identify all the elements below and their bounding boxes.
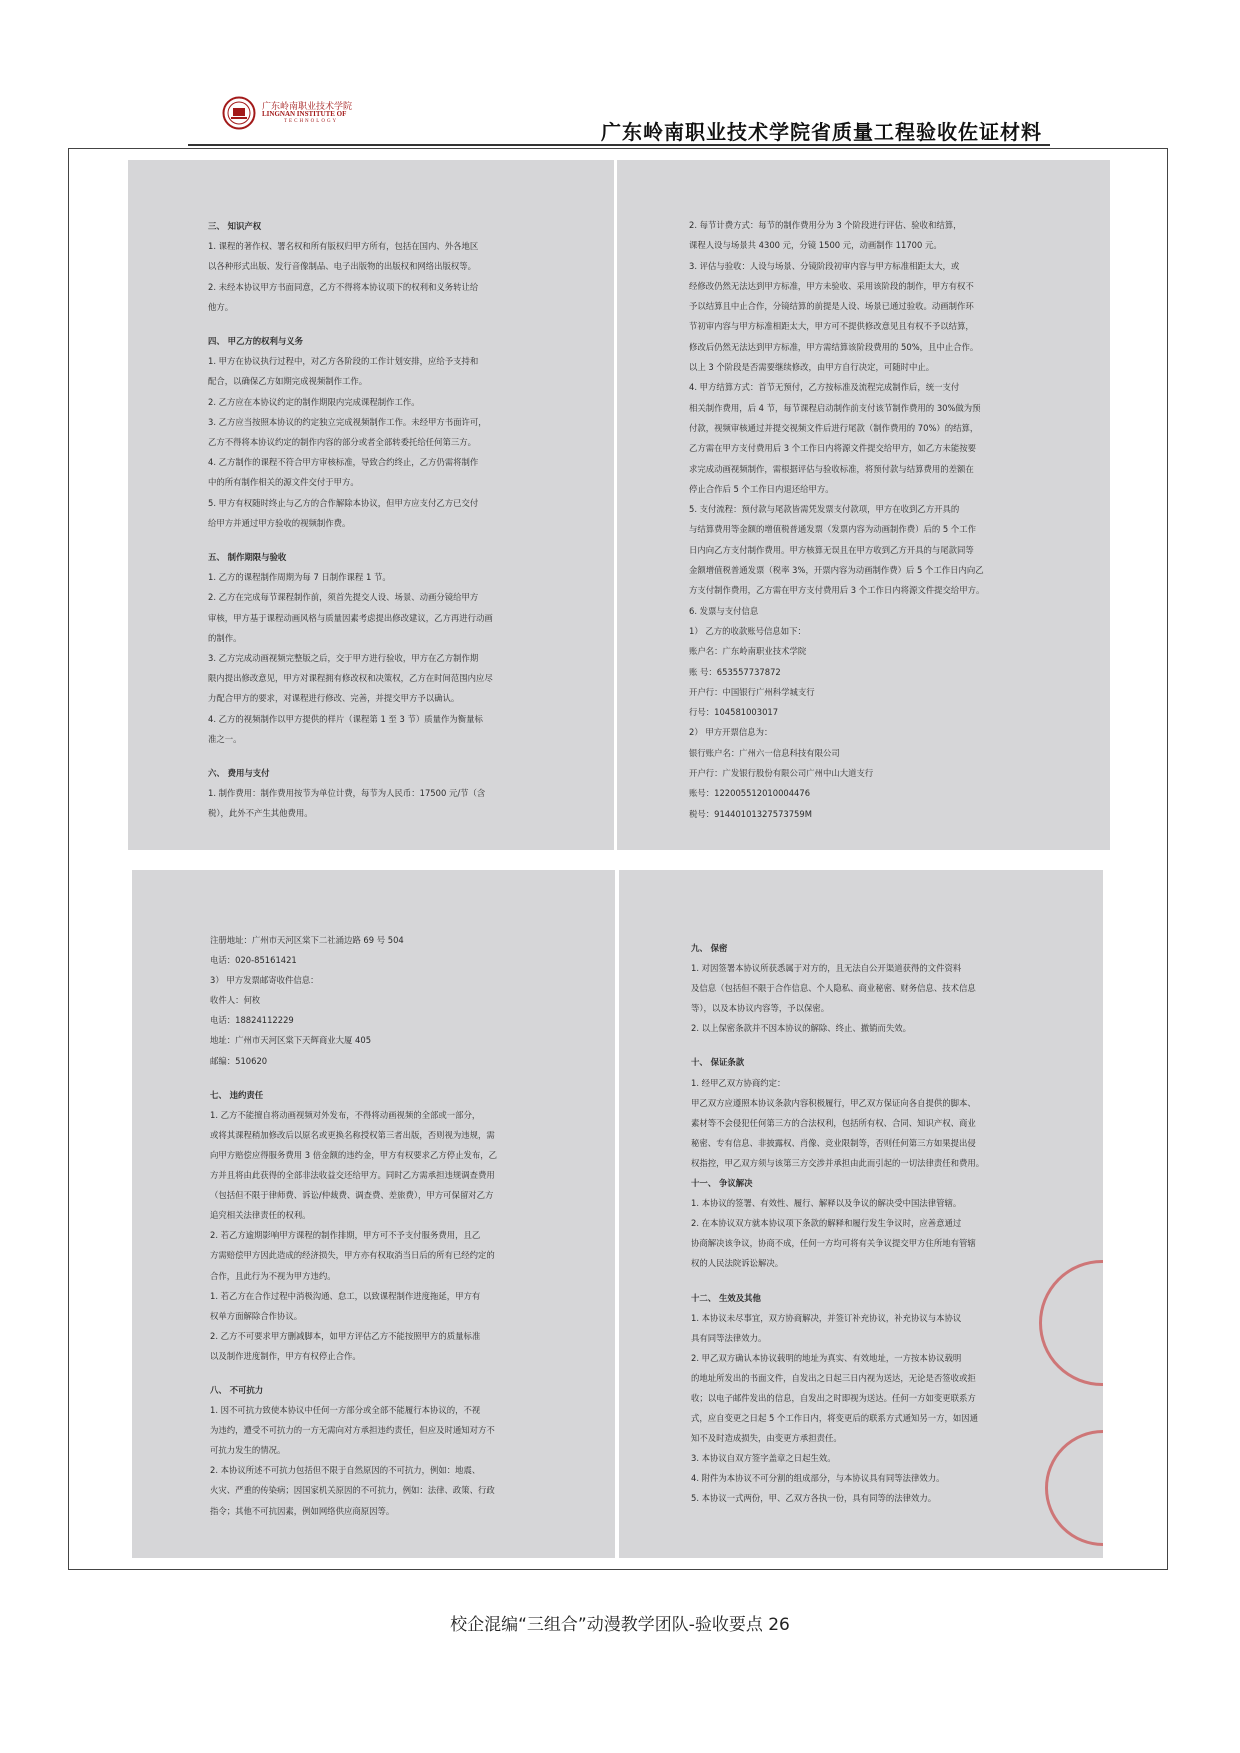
section-heading: 六、 费用与支付 (208, 768, 270, 779)
text-line: 课程人设与场景共 4300 元，分镜 1500 元，动画制作 11700 元。 (689, 240, 942, 251)
text-line: 3. 乙方应当按照本协议的约定独立完成视频制作工作。未经甲方书面许可， (208, 416, 487, 427)
text-line: 火灾、严重的传染病；因国家机关原因的不可抗力，例如：法律、政策、行政 (210, 1485, 495, 1496)
text-line: 1. 甲方在协议执行过程中，对乙方各阶段的工作计划安排，应给予支持和 (208, 356, 479, 367)
text-line: 方支付制作费用，乙方需在甲方支付费用后 3 个工作日内将源文件提交给甲方。 (689, 585, 985, 596)
text-line: 1. 制作费用：制作费用按节为单位计费，每节为人民币：17500 元/节（含 (208, 788, 486, 799)
text-line: 账 号：653557737872 (689, 666, 781, 677)
text-line: 注册地址：广州市天河区棠下二社涌边路 69 号 504 (210, 935, 404, 945)
text-line: 开户行：中国银行广州科学城支行 (689, 686, 815, 697)
text-line: 3. 本协议自双方签字盖章之日起生效。 (691, 1453, 836, 1464)
text-line: 账号：122005512010004476 (689, 788, 811, 799)
text-line: 秘密、专有信息、非披露权、肖像、竞业限制等，否则任何第三方如果提出侵 (691, 1137, 976, 1148)
text-line: 1. 若乙方在合作过程中消极沟通、怠工，以致课程制作进度拖延，甲方有 (210, 1290, 481, 1301)
text-line: 以及制作进度制作，甲方有权停止合作。 (210, 1350, 361, 1361)
section-heading: 七、 违约责任 (210, 1089, 264, 1100)
text-line: 向甲方赔偿应得服务费用 3 倍金额的违约金，甲方有权要求乙方停止发布，乙 (210, 1149, 498, 1160)
text-line: 2. 本协议所述不可抗力包括但不限于自然原因的不可抗力，例如：地震、 (210, 1465, 481, 1476)
text-line: 2. 甲乙双方确认本协议载明的地址为真实、有效地址，一方按本协议载明 (691, 1352, 962, 1363)
text-line: 求完成动画视频制作，需根据评估与验收标准，将预付款与结算费用的差额在 (689, 463, 974, 474)
text-line: 2. 在本协议双方就本协议项下条款的解释和履行发生争议时，应善意通过 (691, 1218, 962, 1229)
text-line: 经修改仍然无法达到甲方标准，甲方未验收、采用该阶段的制作，甲方有权不 (689, 280, 974, 291)
page-header-title: 广东岭南职业技术学院省质量工程验收佐证材料 (601, 120, 1042, 144)
section-heading: 九、 保密 (691, 943, 728, 953)
section-heading: 十二、 生效及其他 (691, 1292, 761, 1303)
text-line: 的制作。 (208, 632, 242, 643)
text-line: 等），以及本协议内容等，予以保密。 (691, 1003, 830, 1014)
section-heading: 三、 知识产权 (208, 221, 262, 231)
header-divider (188, 144, 1050, 146)
text-line: 1. 因不可抗力致使本协议中任何一方部分或全部不能履行本协议的，不视 (210, 1405, 481, 1416)
text-line: 具有同等法律效力。 (691, 1332, 767, 1343)
text-line: 中的所有制作相关的源文件交付于甲方。 (208, 477, 359, 488)
text-line: 4. 乙方的视频制作以甲方提供的样片（课程第 1 至 3 节）质量作为衡量标 (208, 713, 483, 724)
page-footer: 校企混编“三组合”动漫教学团队-验收要点 26 (450, 1615, 790, 1635)
section-heading: 十一、 争议解决 (691, 1178, 753, 1189)
text-line: 合作，且此行为不视为甲方违约。 (210, 1270, 336, 1281)
scanned-page-2-text (689, 215, 1060, 824)
text-line: 或将其课程稍加修改后以原名或更换名称授权第三者出版，否则视为违规，需 (210, 1129, 495, 1140)
red-seal-stamp-2 (1045, 1430, 1103, 1546)
text-line: 的地址所发出的书面文件，自发出之日起三日内视为送达，无论是否签收或拒 (691, 1372, 976, 1383)
section-heading: 十、 保证条款 (691, 1057, 745, 1068)
text-line: 2. 乙方在完成每节课程制作前，须首先提交人设、场景、动画分镜给甲方 (208, 592, 479, 603)
scanned-page-4 (619, 870, 1103, 1558)
text-line: 知不及时造成损失，由变更方承担责任。 (691, 1433, 842, 1444)
text-line: 5. 本协议一式两份，甲、乙双方各执一份，具有同等的法律效力。 (691, 1493, 937, 1504)
text-line: 审核，甲方基于课程动画风格与质量因素考虑提出修改建议，乙方再进行动画 (208, 612, 493, 623)
text-line: 配合，以确保乙方如期完成视频制作工作。 (208, 376, 368, 387)
text-line (208, 317, 564, 331)
text-line: 指令；其他不可抗因素，例如网络供应商原因等。 (210, 1505, 395, 1516)
text-line: 2. 每节计费方式：每节的制作费用分为 3 个阶段进行评估、验收和结算， (689, 220, 962, 230)
text-line: 为违约，遭受不可抗力的一方无需向对方承担违约责任，但应及时通知对方不 (210, 1425, 495, 1436)
text-line: 账户名：广东岭南职业技术学院 (689, 646, 807, 657)
scanned-page-4-text (691, 938, 1053, 1509)
text-line (208, 749, 564, 763)
text-line: 相关制作费用，后 4 节，每节课程启动制作前支付该节制作费用的 30%做为预 (689, 402, 981, 413)
text-line: 收；以电子邮件发出的信息，自发出之时即视为送达。任何一方如变更联系方 (691, 1392, 976, 1403)
text-line: 及信息（包括但不限于合作信息、个人隐私、商业秘密、财务信息、技术信息 (691, 983, 976, 994)
text-line: 银行账户名：广州六一信息科技有限公司 (689, 747, 840, 758)
text-line: 限内提出修改意见，甲方对课程拥有修改权和决策权，乙方在时间范围内应尽 (208, 673, 493, 684)
text-line: 乙方不得将本协议约定的制作内容的部分或者全部转委托给任何第三方。 (208, 437, 476, 448)
text-line: 2. 乙方不可要求甲方删减脚本，如甲方评估乙方不能按照甲方的质量标准 (210, 1330, 481, 1341)
text-line (691, 1038, 1053, 1052)
text-line: 开户行：广发银行股份有限公司广州中山大道支行 (689, 768, 874, 779)
text-line: 1. 本协议未尽事宜，双方协商解决，并签订补充协议，补充协议与本协议 (691, 1312, 962, 1323)
text-line: 付款，视频审核通过并提交视频文件后进行尾款（制作费用的 70%）的结算， (689, 422, 979, 433)
text-line: 1） 乙方的收款账号信息如下： (689, 625, 806, 636)
text-line: 素材等不会侵犯任何第三方的合法权利，包括所有权、合同、知识产权、商业 (691, 1117, 976, 1128)
text-line: 式，应自变更之日起 5 个工作日内，将变更后的联系方式通知另一方，如因通 (691, 1413, 979, 1424)
text-line (691, 1274, 1053, 1288)
text-line: 方需赔偿甲方因此造成的经济损失，甲方亦有权取消当日后的所有已经约定的 (210, 1250, 495, 1261)
text-line: 税号：91440101327573759M (689, 808, 812, 819)
text-line: 1. 课程的著作权、署名权和所有版权归甲方所有，包括在国内、外各地区 (208, 241, 479, 252)
text-line: 3. 评估与验收：人设与场景、分镜阶段初审内容与甲方标准相距太大，或 (689, 260, 960, 271)
text-line: 1. 对因签署本协议所获悉属于对方的，且无法自公开渠道获得的文件资料 (691, 963, 962, 974)
text-line: 1. 乙方不能擅自将动画视频对外发布，不得将动画视频的全部或一部分， (210, 1109, 481, 1120)
text-line: 2. 若乙方逾期影响甲方课程的制作排期，甲方可不予支付服务费用，且乙 (210, 1230, 481, 1241)
section-heading: 八、 不可抗力 (210, 1384, 264, 1395)
school-logo (222, 96, 354, 132)
text-line: 5. 甲方有权随时终止与乙方的合作解除本协议，但甲方应支付乙方已交付 (208, 497, 479, 508)
text-line: 可抗力发生的情况。 (210, 1445, 286, 1456)
text-line: 1. 乙方的课程制作周期为每 7 日制作课程 1 节。 (208, 572, 391, 583)
text-line: 2. 乙方应在本协议约定的制作期限内完成课程制作工作。 (208, 396, 420, 407)
text-line: 6. 发票与支付信息 (689, 605, 759, 616)
text-line: 停止合作后 5 个工作日内退还给甲方。 (689, 483, 834, 494)
text-line: 2. 未经本协议甲方书面同意，乙方不得将本协议项下的权利和义务转让给 (208, 281, 479, 292)
text-line: 金额增值税普通发票（税率 3%，开票内容为动画制作费）后 5 个工作日内向乙 (689, 565, 984, 576)
section-heading: 四、 甲乙方的权利与义务 (208, 336, 304, 347)
text-line: 4. 附件为本协议不可分割的组成部分，与本协议具有同等法律效力。 (691, 1473, 945, 1484)
text-line: 以上 3 个阶段是否需要继续修改，由甲方自行决定，可随时中止。 (689, 362, 935, 373)
text-line: 他方。 (208, 301, 234, 312)
text-line: 4. 乙方制作的课程不符合甲方审核标准，导致合约终止，乙方仍需将制作 (208, 457, 479, 468)
text-line: 权的人民法院诉讼解决。 (691, 1258, 784, 1269)
text-line: 2. 以上保密条款并不因本协议的解除、终止、撤销而失效。 (691, 1023, 912, 1034)
text-line: 日内向乙方支付制作费用。甲方核算无误且在甲方收到乙方开具的与尾款同等 (689, 544, 974, 555)
scanned-page-1 (128, 160, 614, 850)
scanned-page-2 (617, 160, 1110, 850)
text-line (208, 533, 564, 547)
text-line: 行号：104581003017 (689, 707, 779, 718)
text-line: 予以结算且中止合作，分镜结算的前提是人设、场景已通过验收。动画制作环 (689, 301, 974, 312)
logo-english-subname: TECHNOLOGY (284, 119, 339, 124)
text-line: 节初审内容与甲方标准相距太大，甲方可不提供修改意见且有权不予以结算， (689, 321, 974, 332)
section-heading: 五、 制作期限与验收 (208, 552, 287, 563)
text-line: 乙方需在甲方支付费用后 3 个工作日内将源文件提交给甲方，如乙方未能按要 (689, 443, 977, 454)
text-line: 准之一。 (208, 733, 242, 744)
text-line: 甲乙双方应遵照本协议条款内容积极履行，甲乙双方保证向各自提供的脚本、 (691, 1097, 976, 1108)
text-line: 收件人：何枚 (210, 995, 261, 1006)
text-line: （包括但不限于律师费、诉讼/仲裁费、调查费、差旅费），甲方可保留对乙方 (210, 1190, 494, 1201)
text-line: 与结算费用等金额的增值税普通发票（发票内容为动画制作费）后的 5 个工作 (689, 524, 977, 535)
text-line: 电话：020-85161421 (210, 955, 297, 966)
text-line: 地址：广州市天河区棠下天辉商业大厦 405 (210, 1035, 372, 1046)
text-line: 电话：18824112229 (210, 1015, 294, 1026)
school-emblem-icon (222, 96, 256, 130)
text-line: 2） 甲方开票信息为： (689, 727, 773, 738)
text-line: 1. 本协议的签署、有效性、履行、解释以及争议的解决受中国法律管辖。 (691, 1198, 962, 1209)
text-line: 3） 甲方发票邮寄收件信息： (210, 975, 319, 986)
text-line: 税），此外不产生其他费用。 (208, 808, 313, 819)
text-line (210, 1071, 565, 1085)
scanned-page-3 (132, 870, 615, 1558)
text-line: 权指控，甲乙双方须与该第三方交涉并承担由此而引起的一切法律责任和费用。 (691, 1157, 985, 1168)
text-line: 邮编：510620 (210, 1055, 268, 1066)
logo-chinese-name: 广东岭南职业技术学院 (262, 102, 353, 112)
text-line: 方并且将由此获得的全部非法收益交还给甲方。同时乙方需承担违规调查费用 (210, 1170, 495, 1181)
text-line: 协商解决该争议，协商不成，任何一方均可将有关争议提交甲方住所地有管辖 (691, 1238, 976, 1249)
text-line: 3. 乙方完成动画视频完整版之后，交于甲方进行验收，甲方在乙方制作期 (208, 653, 479, 664)
text-line: 以各种形式出版、发行音像制品、电子出版物的出版权和网络出版权等。 (208, 261, 476, 272)
text-line: 权单方面解除合作协议。 (210, 1310, 303, 1321)
logo-english-name: LINGNAN INSTITUTE OF (262, 110, 347, 118)
text-line: 1. 经甲乙双方协商约定： (691, 1077, 786, 1088)
text-line: 给甲方并通过甲方验收的视频制作费。 (208, 517, 351, 528)
scanned-page-3-text (210, 930, 565, 1521)
scanned-page-1-text (208, 216, 564, 824)
text-line: 追究相关法律责任的权利。 (210, 1210, 311, 1221)
text-line: 修改后仍然无法达到甲方标准，甲方需结算该阶段费用的 50%，且中止合作。 (689, 341, 979, 352)
text-line: 5. 支付流程：预付款与尾款皆需凭发票支付款项，甲方在收到乙方开具的 (689, 504, 960, 515)
text-line (210, 1366, 565, 1380)
text-line: 4. 甲方结算方式：首节无预付，乙方按标准及流程完成制作后，统一支付 (689, 382, 960, 393)
text-line: 力配合甲方的要求，对课程进行修改、完善，并提交甲方予以确认。 (208, 693, 460, 704)
